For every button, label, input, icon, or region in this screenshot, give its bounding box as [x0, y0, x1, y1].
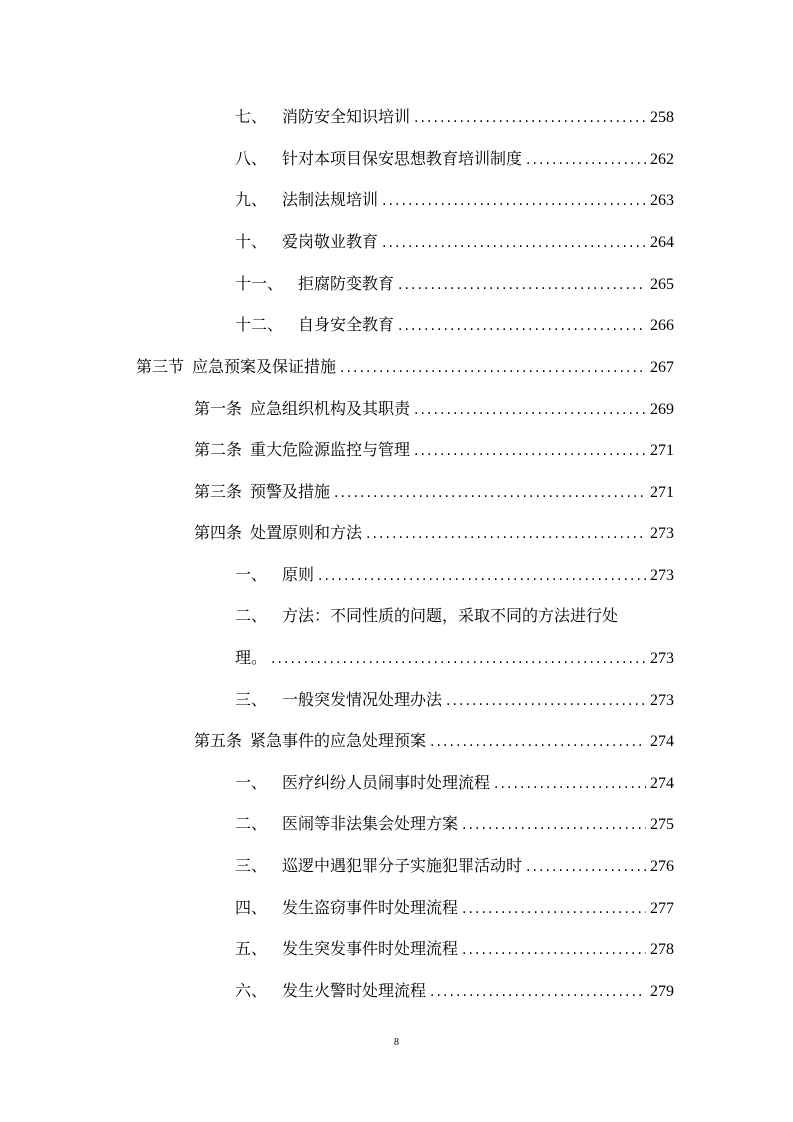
toc-leader-dots — [382, 191, 646, 211]
toc-entry-page: 277 — [650, 900, 674, 917]
toc-entry-title: 巡逻中遇犯罪分子实施犯罪活动时 — [282, 856, 523, 875]
toc-entry-wrapped-second-line[interactable] — [235, 648, 674, 668]
toc-entry-section[interactable] — [136, 357, 674, 377]
toc-entry[interactable] — [235, 856, 674, 876]
toc-entry-title: 爱岗敬业教育 — [282, 232, 379, 251]
toc-leader-dots — [318, 566, 646, 586]
toc-entry-article[interactable] — [194, 523, 674, 543]
toc-entry[interactable] — [235, 107, 674, 127]
toc-entry-page: 258 — [650, 109, 674, 126]
toc-leader-dots — [446, 691, 646, 711]
toc-entry-title: 应急组织机构及其职责 — [250, 399, 411, 418]
toc-entry[interactable] — [235, 232, 674, 252]
toc-leader-dots — [340, 358, 646, 378]
toc-entry-number: 四、 — [235, 898, 268, 917]
toc-leader-dots — [430, 982, 646, 1002]
toc-entry-title: 方法：不同性质的问题，采取不同的方法进行处 — [282, 606, 619, 625]
toc-leader-dots — [414, 400, 646, 420]
toc-entry-page: 265 — [650, 276, 674, 293]
toc-entry[interactable] — [235, 814, 674, 834]
toc-leader-dots — [494, 774, 646, 794]
toc-leader-dots — [526, 857, 646, 877]
toc-entry-title: 医闹等非法集会处理方案 — [282, 814, 459, 833]
toc-entry-title: 紧急事件的应急处理预案 — [250, 731, 427, 750]
toc-entry-number: 十一、 — [235, 274, 284, 293]
toc-entry-page: 278 — [650, 941, 674, 958]
toc-entry[interactable] — [235, 981, 674, 1001]
toc-entry-page: 276 — [650, 858, 674, 875]
toc-entry-number: 三、 — [235, 856, 268, 875]
toc-entry-wrapped-first-line[interactable] — [235, 606, 674, 626]
toc-leader-dots — [382, 233, 646, 253]
toc-entry-title: 拒腐防变教育 — [298, 274, 395, 293]
toc-entry-title: 法制法规培训 — [282, 190, 379, 209]
toc-entry-title: 处置原则和方法 — [250, 523, 363, 542]
toc-leader-dots — [462, 940, 646, 960]
toc-entry-number: 一、 — [235, 565, 268, 584]
toc-entry-page: 271 — [650, 442, 674, 459]
toc-entry-number: 三、 — [235, 690, 268, 709]
toc-leader-dots — [462, 899, 646, 919]
toc-entry-page: 274 — [650, 733, 674, 750]
toc-entry[interactable] — [235, 315, 674, 335]
toc-entry[interactable] — [235, 274, 674, 294]
toc-entry-page: 262 — [650, 151, 674, 168]
toc-leader-dots — [366, 524, 646, 544]
toc-entry-page: 264 — [650, 234, 674, 251]
toc-entry-number: 第三节 — [136, 357, 185, 376]
toc-entry-title: 医疗纠纷人员闹事时处理流程 — [282, 773, 491, 792]
toc-entry-page: 273 — [650, 525, 674, 542]
toc-entry[interactable] — [235, 898, 674, 918]
toc-entry-number: 二、 — [235, 814, 268, 833]
toc-leader-dots — [414, 108, 646, 128]
toc-entry-title-continuation: 理。 — [235, 648, 268, 667]
toc-entry-page: 269 — [650, 401, 674, 418]
toc-entry-number: 第一条 — [194, 399, 243, 418]
toc-entry-page: 273 — [650, 692, 674, 709]
toc-entry-title: 发生突发事件时处理流程 — [282, 939, 459, 958]
toc-entry-article[interactable] — [194, 440, 674, 460]
toc-entry-number: 第二条 — [194, 440, 243, 459]
toc-entry-title: 发生火警时处理流程 — [282, 981, 427, 1000]
toc-entry-number: 八、 — [235, 149, 268, 168]
toc-entry-page: 275 — [650, 816, 674, 833]
toc-entry-number: 十二、 — [235, 315, 284, 334]
toc-entry-title: 一般突发情况处理办法 — [282, 690, 443, 709]
toc-leader-dots — [526, 150, 646, 170]
toc-leader-dots — [271, 649, 646, 669]
toc-leader-dots — [430, 732, 646, 752]
toc-entry[interactable] — [235, 565, 674, 585]
toc-entry-page: 271 — [650, 484, 674, 501]
toc-leader-dots — [398, 275, 646, 295]
toc-entry-title: 预警及措施 — [250, 482, 331, 501]
toc-entry-title: 针对本项目保安思想教育培训制度 — [282, 149, 523, 168]
toc-entry[interactable] — [235, 190, 674, 210]
toc-entry-title: 自身安全教育 — [298, 315, 395, 334]
toc-leader-dots — [462, 815, 646, 835]
toc-entry[interactable] — [235, 939, 674, 959]
toc-entry-number: 十、 — [235, 232, 268, 251]
toc-entry-number: 二、 — [235, 606, 268, 625]
toc-entry-number: 一、 — [235, 773, 268, 792]
toc-entry-page: 279 — [650, 983, 674, 1000]
toc-entry-number: 七、 — [235, 107, 268, 126]
toc-entry-title: 应急预案及保证措施 — [192, 357, 337, 376]
toc-entry-title: 发生盗窃事件时处理流程 — [282, 898, 459, 917]
toc-leader-dots — [414, 441, 646, 461]
toc-entry-number: 第四条 — [194, 523, 243, 542]
toc-entry[interactable] — [235, 773, 674, 793]
toc-entry-page: 267 — [650, 359, 674, 376]
toc-leader-dots — [334, 483, 646, 503]
toc-leader-dots — [398, 316, 646, 336]
toc-entry-article[interactable] — [194, 399, 674, 419]
toc-entry-number: 第五条 — [194, 731, 243, 750]
toc-entry-article[interactable] — [194, 731, 674, 751]
toc-entry-page: 263 — [650, 192, 674, 209]
toc-entry-title: 消防安全知识培训 — [282, 107, 411, 126]
toc-entry-number: 九、 — [235, 190, 268, 209]
toc-entry[interactable] — [235, 690, 674, 710]
toc-entry-page: 274 — [650, 775, 674, 792]
toc-entry-page: 266 — [650, 317, 674, 334]
toc-entry-number: 六、 — [235, 981, 268, 1000]
toc-entry-title: 原则 — [282, 565, 315, 584]
toc-entry-number: 五、 — [235, 939, 268, 958]
toc-entry-page: 273 — [650, 650, 674, 667]
toc-entry[interactable] — [235, 149, 674, 169]
toc-entry-page: 273 — [650, 567, 674, 584]
toc-entry-number: 第三条 — [194, 482, 243, 501]
toc-entry-article[interactable] — [194, 482, 674, 502]
toc-entry-title: 重大危险源监控与管理 — [250, 440, 411, 459]
page-number-footer: 8 — [394, 1037, 399, 1048]
